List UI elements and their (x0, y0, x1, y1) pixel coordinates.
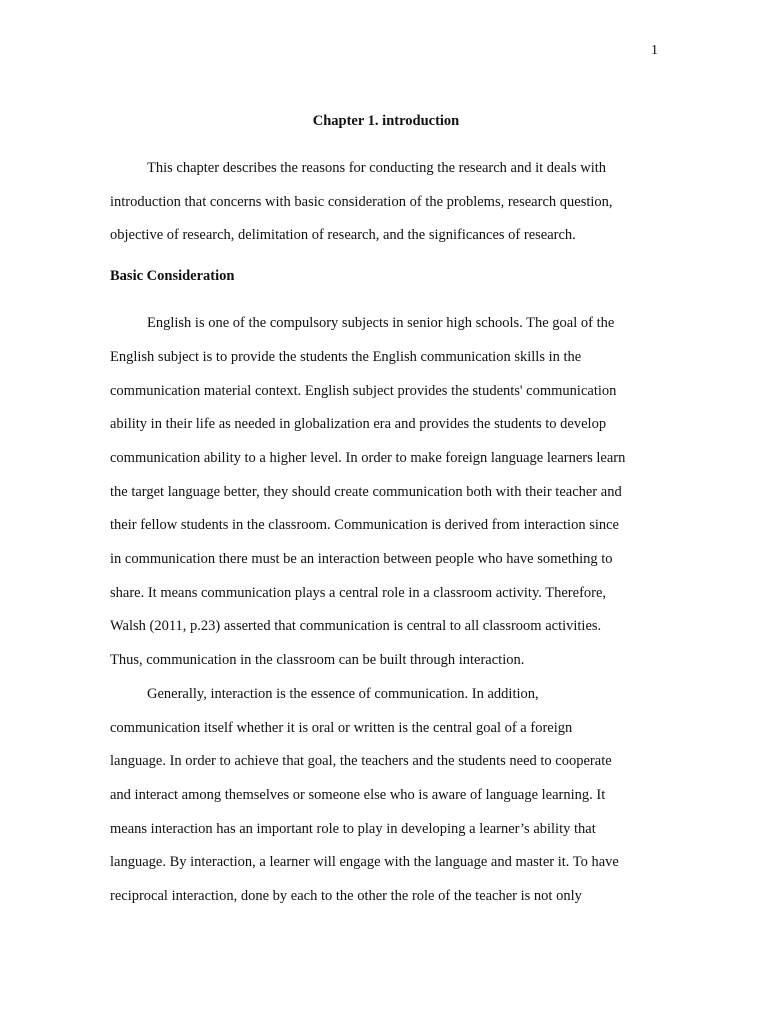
paragraph-line: objective of research, delimitation of research, and the significances of research. (110, 227, 576, 244)
paragraph-line: reciprocal interaction, done by each to the other the role of the teacher is not only (110, 888, 582, 905)
paragraph-line: English is one of the compulsory subjects in senior high schools. The goal of the (147, 315, 615, 332)
paragraph-line: communication ability to a higher level. In order to make foreign language learners learn (110, 449, 626, 466)
intro-paragraph (110, 152, 662, 253)
chapter-title: Chapter 1. introduction (312, 113, 460, 129)
page-number: 1 (651, 43, 658, 58)
paragraph-line: in communication there must be an interaction between people who have something to (110, 551, 613, 568)
paragraph-line: Generally, interaction is the essence of communication. In addition, (147, 685, 539, 702)
section-heading: Basic Consideration (110, 268, 235, 285)
paragraph-line: ability in their life as needed in globalization era and provides the students to develop (110, 416, 607, 433)
basic-consideration-paragraph-1 (110, 307, 662, 678)
paragraph-line: English subject is to provide the students the English communication skills in the (110, 348, 582, 365)
document-body (110, 110, 662, 914)
paragraph-line: their fellow students in the classroom. Communication is derived from interaction since (110, 517, 619, 534)
paragraph-line: introduction that concerns with basic consideration of the problems, research question, (110, 193, 613, 210)
paragraph-line: the target language better, they should create communication both with their teacher and (110, 483, 622, 500)
paragraph-line: This chapter describes the reasons for conducting the research and it deals with (147, 160, 607, 176)
paragraph-line: communication material context. English subject provides the students' communication (110, 382, 617, 399)
paragraph-line: Walsh (2011, p.23) asserted that communication is central to all classroom activities. (110, 618, 602, 635)
paragraph-line: share. It means communication plays a central role in a classroom activity. Therefore, (110, 584, 607, 601)
paragraph-line: means interaction has an important role to play in developing a learner’s ability that (110, 820, 596, 837)
basic-consideration-paragraph-2 (110, 678, 662, 914)
paragraph-line: language. In order to achieve that goal, the teachers and the students need to cooperate (110, 753, 612, 770)
paragraph-line: language. By interaction, a learner will engage with the language and master it. To have (110, 854, 619, 871)
paragraph-line: Thus, communication in the classroom can be built through interaction. (110, 652, 525, 669)
paragraph-line: and interact among themselves or someone else who is aware of language learning. It (110, 786, 606, 803)
paragraph-line: communication itself whether it is oral or written is the central goal of a foreign (110, 719, 573, 736)
